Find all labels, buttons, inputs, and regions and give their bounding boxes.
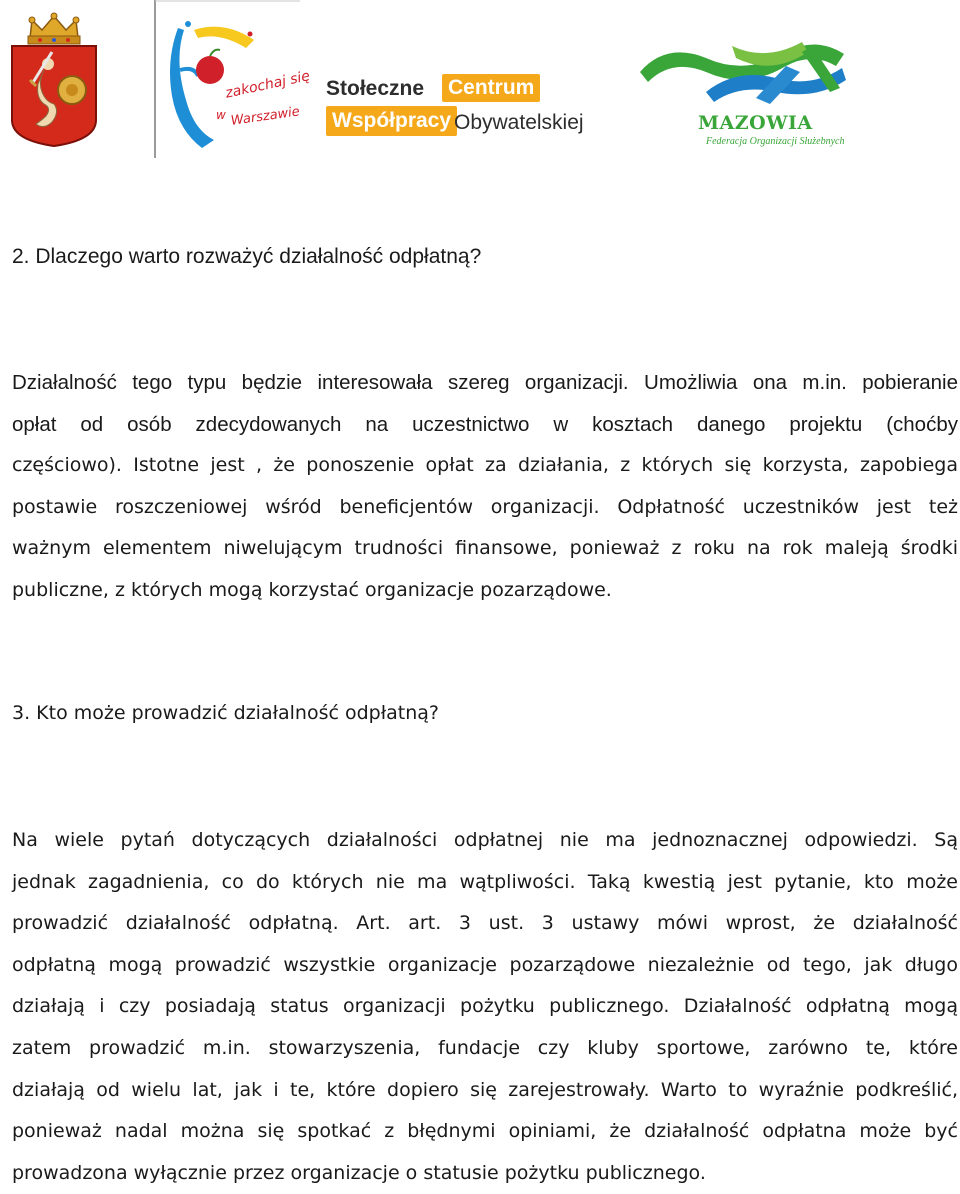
section-heading-2: 2. Dlaczego warto rozważyć działalność odpłatną? — [12, 245, 482, 268]
scwo-word-centrum: Centrum — [442, 74, 540, 102]
zakochaj-line2: w — [216, 108, 226, 122]
paragraph-2-line: zatem prowadzić m.in. stowarzyszenia, fundacje czy kluby sportowe, zarówno te, które — [12, 1036, 958, 1059]
mazowia-subtitle: Federacja Organizacji Służebnych — [706, 136, 845, 147]
section-heading-3: 3. Kto może prowadzić działalność odpłatną? — [12, 702, 439, 724]
scwo-word-stoleczne: Stołeczne — [326, 77, 425, 100]
logo-header — [0, 0, 960, 160]
mazowia-logo — [636, 32, 886, 152]
zakochaj-line1: zakochaj się — [224, 68, 312, 102]
paragraph-1-line: Działalność tego typu będzie interesowała szereg organizacji. Umożliwia ona m.in. pobieranie — [12, 371, 958, 394]
paragraph-2-line: Na wiele pytań dotyczących działalności odpłatnej nie ma jednoznacznej odpowiedzi. Są — [12, 829, 958, 851]
paragraph-1-line: częściowo). Istotne jest , że ponoszenie opłat za działania, z których się korzysta, zapobiega — [12, 454, 958, 477]
paragraph-2-line: prowadzona wyłącznie przez organizacje o statusie pożytku publicznego. — [12, 1161, 706, 1184]
paragraph-2-line: jednak zagadnienia, co do których nie ma wątpliwości. Taką kwestią jest pytanie, kto może — [12, 870, 958, 893]
paragraph-2-line: działają i czy posiadają status organizacji pożytku publicznego. Działalność odpłatną mogą — [12, 995, 958, 1018]
paragraph-1-line: opłat od osób zdecydowanych na uczestnictwo w kosztach danego projektu (choćby — [12, 412, 958, 436]
paragraph-1 — [12, 362, 958, 612]
paragraph-2-line: ponieważ nadal można się spotkać z błędnymi opiniami, że działalność odpłatna może być — [12, 1120, 958, 1143]
paragraph-2-line: prowadzić działalność odpłatną. Art. art. 3 ust. 3 ustawy mówi wprost, że działalność — [12, 912, 958, 935]
paragraph-2-line: działają od wielu lat, jak i te, które dopiero się zarejestrowały. Warto to wyraźnie podkreślić, — [12, 1078, 958, 1101]
zakochaj-line3: Warszawie — [230, 104, 301, 129]
warsaw-coat-of-arms-logo — [8, 12, 100, 148]
paragraph-1-line: postawie roszczeniowej wśród beneficjentów organizacji. Odpłatność uczestników jest też — [12, 495, 958, 518]
zakochaj-sie-w-warszawie-logo — [154, 0, 312, 158]
mazowia-name: MAZOWIA — [698, 112, 813, 134]
paragraph-2 — [12, 820, 958, 1194]
scwo-logo — [326, 44, 588, 140]
scwo-word-wspolpracy: Współpracy — [326, 106, 457, 136]
paragraph-1-line: publiczne, z których mogą korzystać organizacje pozarządowe. — [12, 578, 612, 601]
paragraph-2-line: odpłatną mogą prowadzić wszystkie organizacje pozarządowe niezależnie od tego, jak długo — [12, 953, 958, 976]
paragraph-1-line: ważnym elementem niwelującym trudności finansowe, ponieważ z roku na rok maleją środki — [12, 537, 958, 560]
scwo-word-obywatelskiej: Obywatelskiej — [454, 111, 584, 134]
